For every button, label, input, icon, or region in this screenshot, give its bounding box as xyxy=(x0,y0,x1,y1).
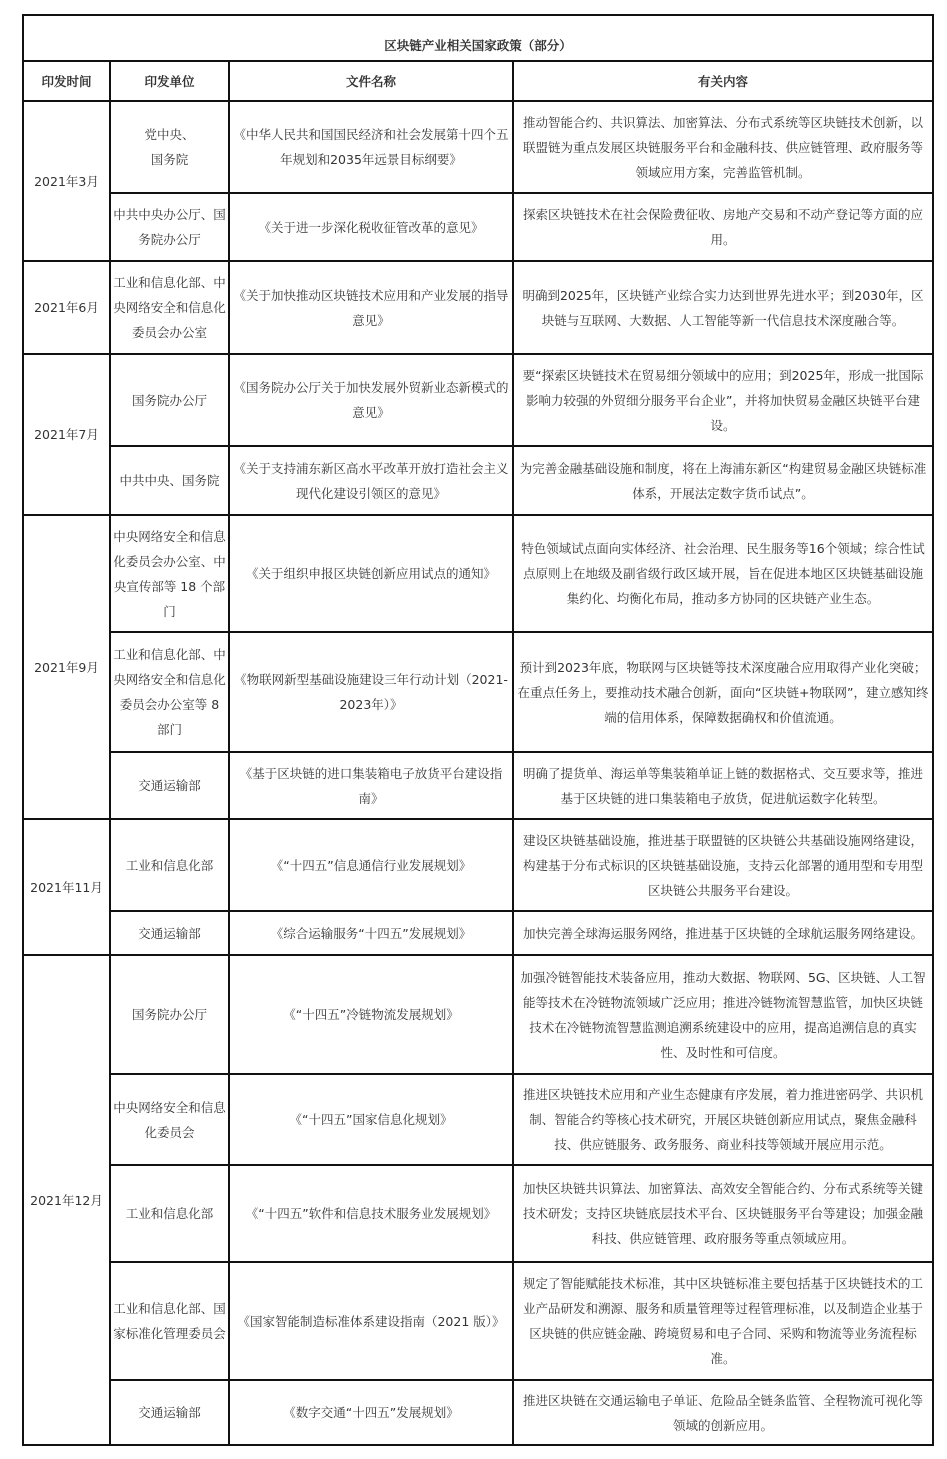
unit-cell: 工业和信息化部、中央网络安全和信息化委员会办公室等 8 部门 xyxy=(110,632,229,752)
date-cell: 2021年11月 xyxy=(23,819,110,955)
doc-name-cell: 《关于加快推动区块链技术应用和产业发展的指导意见》 xyxy=(229,261,513,354)
table-row xyxy=(23,261,933,354)
unit-cell: 交通运输部 xyxy=(110,1380,229,1445)
header-row xyxy=(23,61,933,101)
header-date: 印发时间 xyxy=(23,61,110,101)
table-row xyxy=(23,446,933,515)
content-cell: 建设区块链基础设施，推进基于联盟链的区块链公共基础设施网络建设，构建基于分布式标识的区块链基础设施，支持云化部署的通用型和专用型区块链公共服务平台建设。 xyxy=(513,819,933,911)
doc-name-cell: 《“十四五”信息通信行业发展规划》 xyxy=(229,819,513,911)
table-row xyxy=(23,1165,933,1262)
unit-cell: 中共中央、国务院 xyxy=(110,446,229,515)
table-row xyxy=(23,911,933,955)
content-cell: 明确到2025年，区块链产业综合实力达到世界先进水平；到2030年，区块链与互联网、大数据、人工智能等新一代信息技术深度融合等。 xyxy=(513,261,933,354)
unit-cell: 交通运输部 xyxy=(110,911,229,955)
content-cell: 加快区块链共识算法、加密算法、高效安全智能合约、分布式系统等关键技术研发；支持区块链底层技术平台、区块链服务平台等建设；加强金融科技、供应链管理、政府服务等重点领域应用。 xyxy=(513,1165,933,1262)
content-cell: 预计到2023年底，物联网与区块链等技术深度融合应用取得产业化突破；在重点任务上，要推动技术融合创新，面向“区块链+物联网”，建立感知终端的信用体系，保障数据确权和价值流通。 xyxy=(513,632,933,752)
table-row xyxy=(23,101,933,193)
unit-cell: 中央网络安全和信息化委员会办公室、中央宣传部等 18 个部门 xyxy=(110,515,229,632)
doc-name-cell: 《国务院办公厅关于加快发展外贸新业态新模式的意见》 xyxy=(229,354,513,446)
doc-name-cell: 《“十四五”国家信息化规划》 xyxy=(229,1074,513,1165)
content-cell: 推动智能合约、共识算法、加密算法、分布式系统等区块链技术创新，以联盟链为重点发展区块链服务平台和金融科技、供应链管理、政府服务等领域应用方案，完善监管机制。 xyxy=(513,101,933,193)
unit-cell: 工业和信息化部 xyxy=(110,819,229,911)
unit-cell: 工业和信息化部 xyxy=(110,1165,229,1262)
table-row xyxy=(23,515,933,632)
table-row xyxy=(23,354,933,446)
content-cell: 特色领域试点面向实体经济、社会治理、民生服务等16个领域；综合性试点原则上在地级及副省级行政区域开展，旨在促进本地区区块链基础设施集约化、均衡化布局，推动多方协同的区块链产业生态。 xyxy=(513,515,933,632)
table-row xyxy=(23,193,933,261)
unit-cell: 工业和信息化部、国家标准化管理委员会 xyxy=(110,1262,229,1380)
date-cell: 2021年12月 xyxy=(23,955,110,1445)
date-cell: 2021年6月 xyxy=(23,261,110,354)
date-cell: 2021年9月 xyxy=(23,515,110,819)
doc-name-cell: 《国家智能制造标准体系建设指南（2021 版）》 xyxy=(229,1262,513,1380)
content-cell: 推进区块链技术应用和产业生态健康有序发展，着力推进密码学、共识机制、智能合约等核心技术研究，开展区块链创新应用试点，聚焦金融科技、供应链服务、政务服务、商业科技等领域开展应用示范。 xyxy=(513,1074,933,1165)
title-row xyxy=(23,15,933,61)
table-row xyxy=(23,752,933,819)
unit-cell: 党中央、 国务院 xyxy=(110,101,229,193)
content-cell: 要“探索区块链技术在贸易细分领域中的应用；到2025年，形成一批国际影响力较强的外贸细分服务平台企业”，并将加快贸易金融区块链平台建设。 xyxy=(513,354,933,446)
unit-cell: 国务院办公厅 xyxy=(110,955,229,1074)
content-cell: 规定了智能赋能技术标准，其中区块链标准主要包括基于区块链技术的工业产品研发和溯源、服务和质量管理等过程管理标准，以及制造企业基于区块链的供应链金融、跨境贸易和电子合同、采购和物流等业务流程标准。 xyxy=(513,1262,933,1380)
unit-cell: 国务院办公厅 xyxy=(110,354,229,446)
table-row xyxy=(23,955,933,1074)
unit-cell: 中央网络安全和信息化委员会 xyxy=(110,1074,229,1165)
table-row xyxy=(23,632,933,752)
unit-cell: 交通运输部 xyxy=(110,752,229,819)
table-row xyxy=(23,1262,933,1380)
doc-name-cell: 《物联网新型基础设施建设三年行动计划（2021-2023年）》 xyxy=(229,632,513,752)
doc-name-cell: 《关于组织申报区块链创新应用试点的通知》 xyxy=(229,515,513,632)
doc-name-cell: 《基于区块链的进口集装箱电子放货平台建设指南》 xyxy=(229,752,513,819)
content-cell: 探索区块链技术在社会保险费征收、房地产交易和不动产登记等方面的应用。 xyxy=(513,193,933,261)
content-cell: 加强冷链智能技术装备应用，推动大数据、物联网、5G、区块链、人工智能等技术在冷链物流领域广泛应用；推进冷链物流智慧监管，加快区块链技术在冷链物流智慧监测追溯系统建设中的应用，提高追溯信息的真实性、及时性和可信度。 xyxy=(513,955,933,1074)
doc-name-cell: 《“十四五”冷链物流发展规划》 xyxy=(229,955,513,1074)
doc-name-cell: 《关于进一步深化税收征管改革的意见》 xyxy=(229,193,513,261)
date-cell: 2021年7月 xyxy=(23,354,110,515)
table-row xyxy=(23,819,933,911)
table-row xyxy=(23,1074,933,1165)
date-cell: 2021年3月 xyxy=(23,101,110,261)
table-row xyxy=(23,1380,933,1445)
unit-cell: 工业和信息化部、中央网络安全和信息化委员会办公室 xyxy=(110,261,229,354)
policy-table xyxy=(22,14,934,1446)
table-title: 区块链产业相关国家政策（部分） xyxy=(23,15,933,61)
content-cell: 为完善金融基础设施和制度，将在上海浦东新区“构建贸易金融区块链标准体系，开展法定数字货币试点”。 xyxy=(513,446,933,515)
doc-name-cell: 《中华人民共和国国民经济和社会发展第十四个五年规划和2035年远景目标纲要》 xyxy=(229,101,513,193)
content-cell: 推进区块链在交通运输电子单证、危险品全链条监管、全程物流可视化等领域的创新应用。 xyxy=(513,1380,933,1445)
doc-name-cell: 《关于支持浦东新区高水平改革开放打造社会主义现代化建设引领区的意见》 xyxy=(229,446,513,515)
doc-name-cell: 《综合运输服务“十四五”发展规划》 xyxy=(229,911,513,955)
content-cell: 明确了提货单、海运单等集装箱单证上链的数据格式、交互要求等，推进基于区块链的进口集装箱电子放货，促进航运数字化转型。 xyxy=(513,752,933,819)
doc-name-cell: 《数字交通“十四五”发展规划》 xyxy=(229,1380,513,1445)
header-doc: 文件名称 xyxy=(229,61,513,101)
header-content: 有关内容 xyxy=(513,61,933,101)
unit-cell: 中共中央办公厅、国务院办公厅 xyxy=(110,193,229,261)
doc-name-cell: 《“十四五”软件和信息技术服务业发展规划》 xyxy=(229,1165,513,1262)
table-body xyxy=(23,101,933,1445)
content-cell: 加快完善全球海运服务网络，推进基于区块链的全球航运服务网络建设。 xyxy=(513,911,933,955)
header-unit: 印发单位 xyxy=(110,61,229,101)
